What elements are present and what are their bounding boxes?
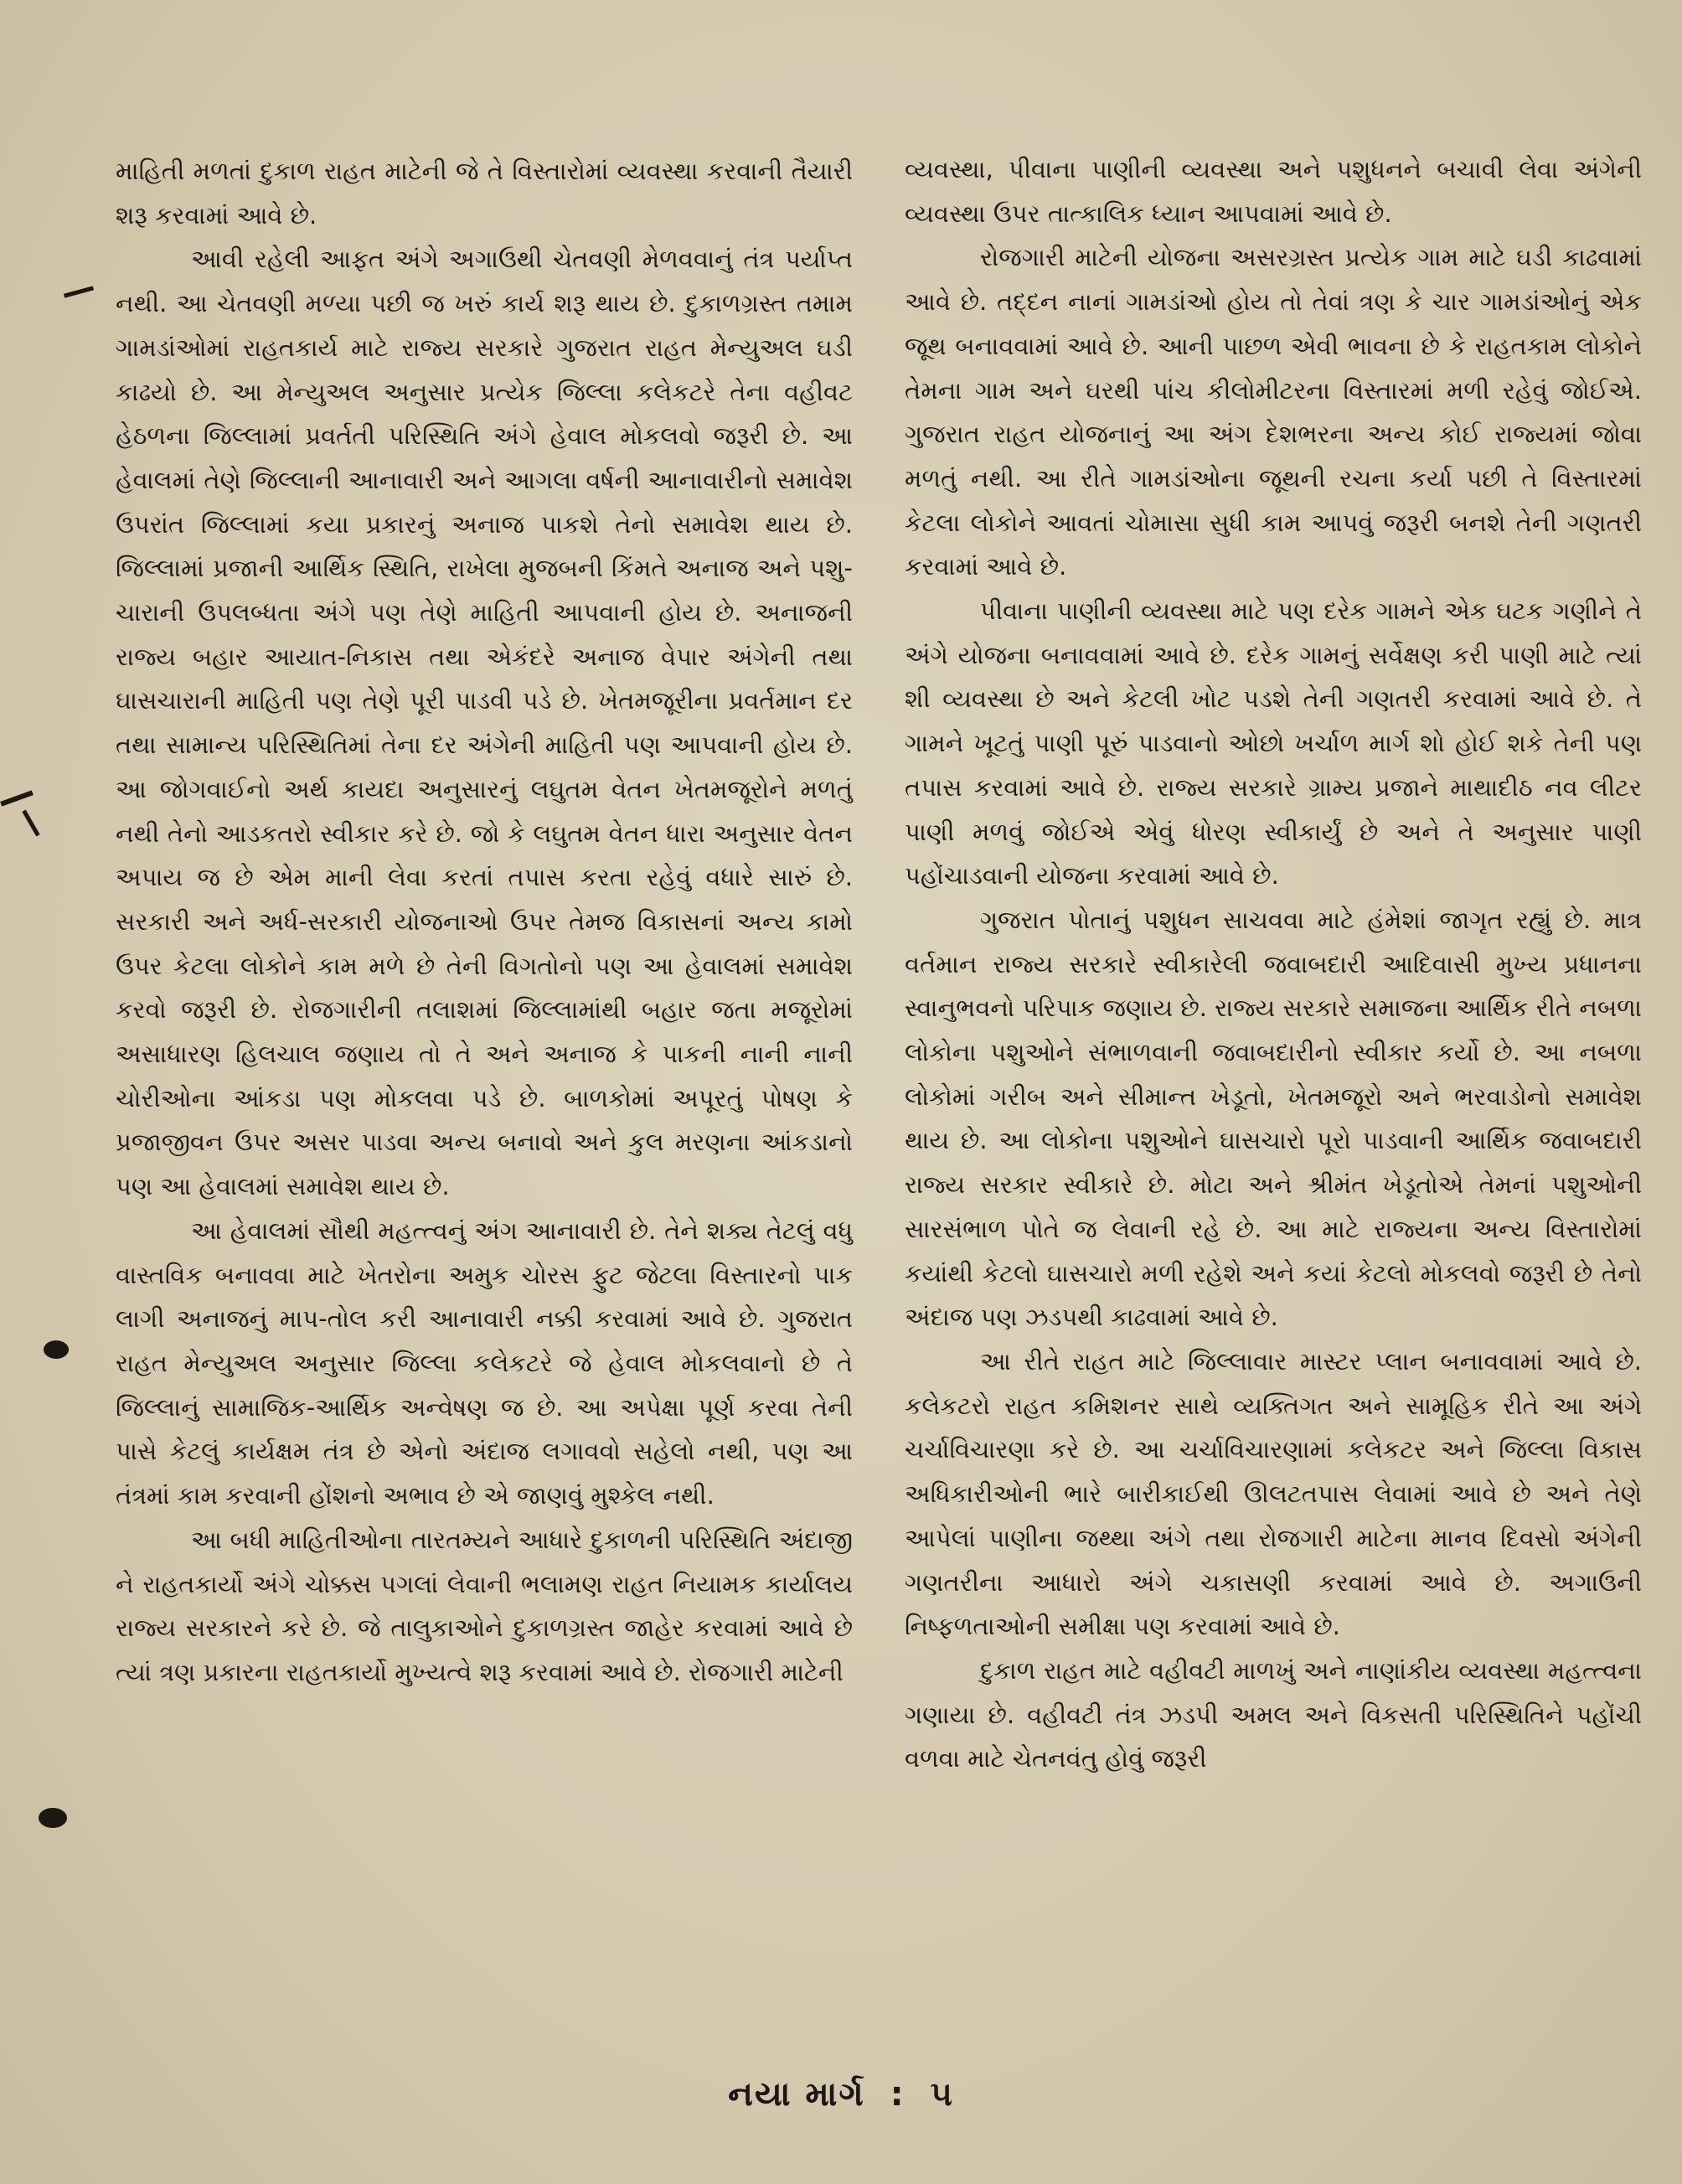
paragraph: ગુજરાત પોતાનું પશુધન સાચવવા માટે હંમેશાં જાગૃત રહ્યું છે. માત્ર વર્તમાન રાજ્ય સરકારે સ્વીકારેલી જવાબદારી આદિવાસી મુખ્ય પ્રધાનના સ્વાનુભવનો પરિપાક જણાય છે. રાજ્ય સરકારે સમાજના આર્થિક રીતે નબળા લોકોના પશુઓને સંભાળવાની જવાબદારીનો સ્વીકાર કર્યો છે. આ નબળા લોકોમાં ગરીબ અને સીમાન્ત ખેડૂતો, ખેતમજૂરો અને ભરવાડોનો સમાવેશ થાય છે. આ લોકોના પશુઓને ઘાસચારો પૂરો પાડવાની આર્થિક જવાબદારી રાજ્ય સરકાર સ્વીકારે છે. મોટા અને શ્રીમંત ખેડૂતોએ તેમનાં પશુઓની સારસંભાળ પોતે જ લેવાની રહે છે. આ માટે રાજ્યના અન્ય વિસ્તારોમાં કયાંથી કેટલો ઘાસચારો મળી રહેશે અને કયાં કેટલો મોકલવો જરૂરી છે તેનો અંદાજ પણ ઝડપથી કાઢવામાં આવે છે. (905, 905, 1642, 1332)
footer-separator: : (890, 2075, 905, 2114)
paragraph: આ રીતે રાહત માટે જિલ્લાવાર માસ્ટર પ્લાન બનાવવામાં આવે છે. કલેકટરો રાહત કમિશનર સાથે વ્યક્તિગત અને સામૂહિક રીતે આ અંગે ચર્ચાવિચારણા કરે છે. આ ચર્ચાવિચારણામાં કલેકટર અને જિલ્લા વિકાસ અધિકારીઓની ભારે બારીકાઈથી ઊલટતપાસ લેવામાં આવે છે અને તેણે આપેલાં પાણીના જથ્થા અંગે તથા રોજગારી માટેના માનવ દિવસો અંગેની ગણતરીના આધારો અંગે ચકાસણી કરવામાં આવે છે. અગાઉની નિષ્ફળતાઓની સમીક્ષા પણ કરવામાં આવે છે. (905, 1346, 1642, 1641)
paragraph: રોજગારી માટેની યોજના અસરગ્રસ્ત પ્રત્યેક ગામ માટે ઘડી કાઢવામાં આવે છે. તદ્દન નાનાં ગામડાંઓ હોય તો તેવાં ત્રણ કે ચાર ગામડાંઓનું એક જૂથ બનાવવામાં આવે છે. આની પાછળ એવી ભાવના છે કે રાહતકામ લોકોને તેમના ગામ અને ઘરથી પાંચ કીલોમીટરના વિસ્તારમાં મળી રહેવું જોઈએ. ગુજરાત રાહત યોજનાનું આ અંગ દેશભરના અન્ય કોઈ રાજ્યમાં જોવા મળતું નથી. આ રીતે ગામડાંઓના જૂથની રચના કર્યા પછી તે વિસ્તારમાં કેટલા લોકોને આવતાં ચોમાસા સુધી કામ આપવું જરૂરી બનશે તેની ગણતરી કરવામાં આવે છે. (905, 243, 1642, 581)
magazine-name: નયા માર્ગ (728, 2075, 865, 2114)
paragraph: આ બધી માહિતીઓના તારતમ્યને આધારે દુકાળની પરિસ્થિતિ અંદાજી ને રાહતકાર્યો અંગે ચોક્કસ પગલાં લેવાની ભલામણ રાહત નિયામક કાર્યાલય રાજ્ય સરકારને કરે છે. જે તાલુકાઓને દુકાળગ્રસ્ત જાહેર કરવામાં આવે છે ત્યાં ત્રણ પ્રકારના રાહતકાર્યો મુખ્યત્વે શરૂ કરવામાં આવે છે. રોજગારી માટેની (116, 1525, 853, 1686)
paragraph: વ્યવસ્થા, પીવાના પાણીની વ્યવસ્થા અને પશુધનને બચાવી લેવા અંગેની વ્યવસ્થા ઉપર તાત્કાલિક ધ્યાન આપવામાં આવે છે. (905, 155, 1642, 228)
page-footer (0, 2075, 1682, 2114)
paper-tear-mark (22, 810, 39, 837)
ink-tick-mark (64, 286, 94, 297)
paragraph: પીવાના પાણીની વ્યવસ્થા માટે પણ દરેક ગામને એક ઘટક ગણીને તે અંગે યોજના બનાવવામાં આવે છે. દરેક ગામનું સર્વેક્ષણ કરી પાણી માટે ત્યાં શી વ્યવસ્થા છે અને કેટલી ખોટ પડશે તેની ગણતરી કરવામાં આવે છે. તે ગામને ખૂટતું પાણી પૂરું પાડવાનો ઓછો ખર્ચાળ માર્ગ શો હોઈ શકે તેની પણ તપાસ કરવામાં આવે છે. રાજ્ય સરકારે ગ્રામ્ય પ્રજાને માથાદીઠ નવ લીટર પાણી મળવું જોઈએ એવું ધોરણ સ્વીકાર્યું છે અને તે અનુસાર પાણી પહોંચાડવાની યોજના કરવામાં આવે છે. (905, 596, 1642, 891)
paragraph: માહિતી મળતાં દુકાળ રાહત માટેની જે તે વિસ્તારોમાં વ્યવસ્થા કરવાની તૈયારી શરૂ કરવામાં આવે છે. (116, 157, 853, 230)
right-column (905, 147, 1642, 1781)
left-column (116, 149, 853, 1695)
page-number: ૫ (930, 2075, 954, 2114)
punch-hole-mark (44, 1340, 69, 1359)
paragraph: આવી રહેલી આફત અંગે અગાઉથી ચેતવણી મેળવવાનું તંત્ર પર્યાપ્ત નથી. આ ચેતવણી મળ્યા પછી જ ખરું કાર્ય શરૂ થાય છે. દુકાળગ્રસ્ત તમામ ગામડાંઓમાં રાહતકાર્ય માટે રાજ્ય સરકારે ગુજરાત રાહત મેન્યુઅલ ઘડી કાઢયો છે. આ મેન્યુઅલ અનુસાર પ્રત્યેક જિલ્લા કલેકટરે તેના વહીવટ હેઠળના જિલ્લામાં પ્રવર્તતી પરિસ્થિતિ અંગે હેવાલ મોકલવો જરૂરી છે. આ હેવાલમાં તેણે જિલ્લાની આનાવારી અને આગલા વર્ષની આનાવારીનો સમાવેશ ઉપરાંત જિલ્લામાં કયા પ્રકારનું અનાજ પાકશે તેનો સમાવેશ થાય છે. જિલ્લામાં પ્રજાની આર્થિક સ્થિતિ, રાખેલા મુજબની કિંમતે અનાજ અને પશુ-ચારાની ઉપલબ્ધતા અંગે પણ તેણે માહિતી આપવાની હોય છે. અનાજની રાજ્ય બહાર આયાત-નિકાસ તથા એકંદરે અનાજ વેપાર અંગેની તથા ઘાસચારાની માહિતી પણ તેણે પૂરી પાડવી પડે છે. ખેતમજૂરીના પ્રવર્તમાન દર તથા સામાન્ય પરિસ્થિતિમાં તેના દર અંગેની માહિતી પણ આપવાની હોય છે. આ જોગવાઈનો અર્થ કાયદા અનુસારનું લઘુતમ વેતન ખેતમજૂરોને મળતું નથી તેનો આડકતરો સ્વીકાર કરે છે. જો કે લઘુતમ વેતન ધારા અનુસાર વેતન અપાય જ છે એમ માની લેવા કરતાં તપાસ કરતા રહેવું વધારે સારું છે. સરકારી અને અર્ધ-સરકારી યોજનાઓ ઉપર તેમજ વિકાસનાં અન્ય કામો ઉપર કેટલા લોકોને કામ મળે છે તેની વિગતોનો પણ આ હેવાલમાં સમાવેશ કરવો જરૂરી છે. રોજગારીની તલાશમાં જિલ્લામાંથી બહાર જતા મજૂરોમાં અસાધારણ હિલચાલ જણાય તો તે અને અનાજ કે પાકની નાની નાની ચોરીઓના આંકડા પણ મોકલવા પડે છે. બાળકોમાં અપૂરતું પોષણ કે પ્રજાજીવન ઉપર અસર પાડવા અન્ય બનાવો અને કુલ મરણના આંકડાનો પણ આ હેવાલમાં સમાવેશ થાય છે. (116, 245, 853, 1201)
paper-tear-mark (0, 790, 34, 806)
paragraph: દુકાળ રાહત માટે વહીવટી માળખું અને નાણાંકીય વ્યવસ્થા મહત્ત્વના ગણાયા છે. વહીવટી તંત્ર ઝડપી અમલ અને વિકસતી પરિસ્થિતિને પહોંચી વળવા માટે ચેતનવંતુ હોવું જરૂરી (905, 1655, 1642, 1774)
paragraph: આ હેવાલમાં સૌથી મહત્ત્વનું અંગ આનાવારી છે. તેને શક્ય તેટલું વધુ વાસ્તવિક બનાવવા માટે ખેતરોના અમુક ચોરસ ફુટ જેટલા વિસ્તારનો પાક લાગી અનાજનું માપ-તોલ કરી આનાવારી નક્કી કરવામાં આવે છે. ગુજરાત રાહત મેન્યુઅલ અનુસાર જિલ્લા કલેકટરે જે હેવાલ મોકલવાનો છે તે જિલ્લાનું સામાજિક-આર્થિક અન્વેષણ જ છે. આ અપેક્ષા પૂર્ણ કરવા તેની પાસે કેટલું કાર્યક્ષમ તંત્ર છે એનો અંદાજ લગાવવો સહેલો નથી, પણ આ તંત્રમાં કામ કરવાની હોંશનો અભાવ છે એ જાણવું મુશ્કેલ નથી. (116, 1216, 853, 1510)
punch-hole-mark (39, 1808, 67, 1828)
